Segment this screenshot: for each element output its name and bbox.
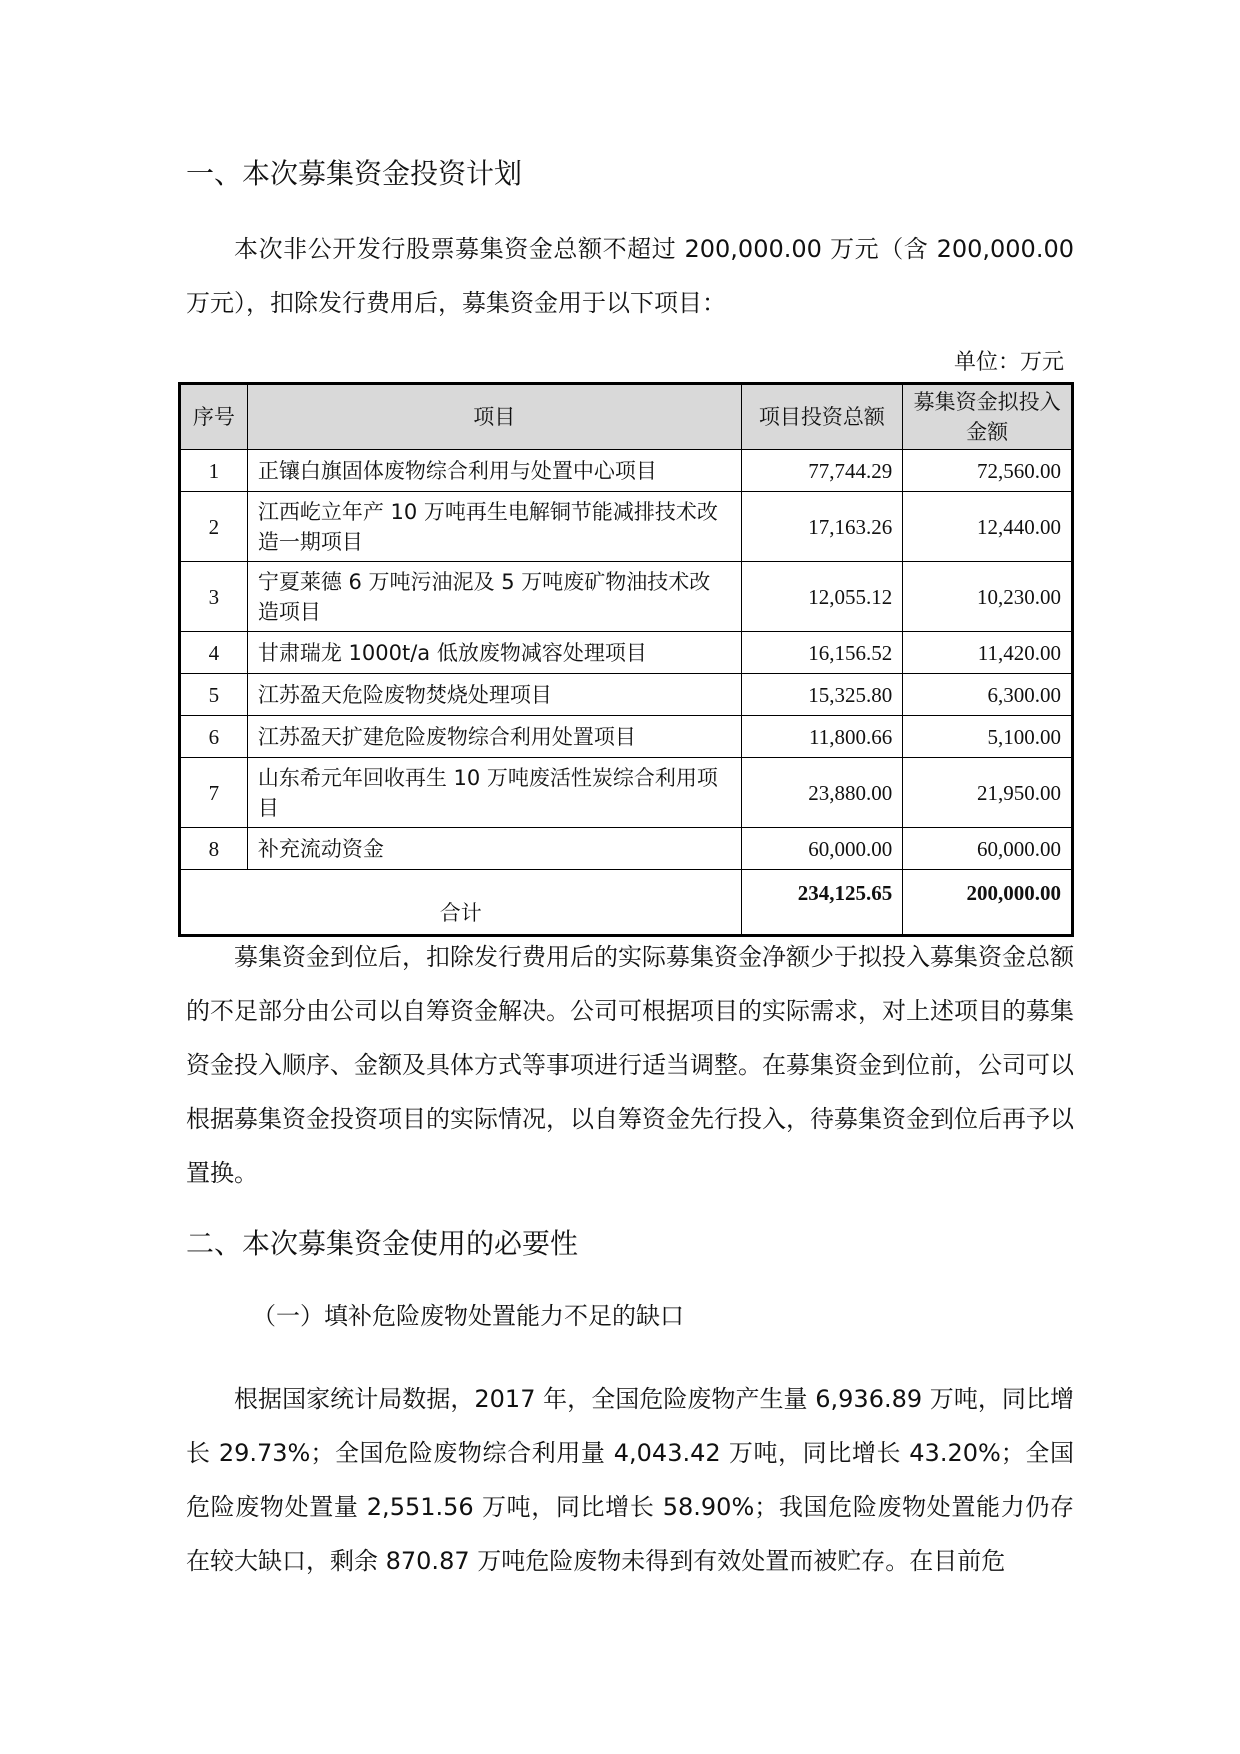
table-row bbox=[180, 492, 1073, 562]
row-raised: 6,300.00 bbox=[903, 674, 1073, 716]
investment-table bbox=[178, 382, 1074, 937]
row-no: 2 bbox=[180, 492, 248, 562]
row-total: 17,163.26 bbox=[741, 492, 903, 562]
row-no: 3 bbox=[180, 562, 248, 632]
row-total: 16,156.52 bbox=[741, 632, 903, 674]
row-project: 补充流动资金 bbox=[247, 828, 741, 870]
table-total-row bbox=[180, 870, 1073, 936]
row-no: 8 bbox=[180, 828, 248, 870]
row-total: 12,055.12 bbox=[741, 562, 903, 632]
row-total: 11,800.66 bbox=[741, 716, 903, 758]
header-no: 序号 bbox=[180, 384, 248, 450]
row-total: 15,325.80 bbox=[741, 674, 903, 716]
row-raised: 72,560.00 bbox=[903, 450, 1073, 492]
section1-intro: 本次非公开发行股票募集资金总额不超过 200,000.00 万元（含 200,000.00 万元），扣除发行费用后，募集资金用于以下项目： bbox=[186, 235, 1074, 317]
section2-subheading: （一）填补危险废物处置能力不足的缺口 bbox=[252, 1302, 684, 1330]
row-project: 宁夏莱德 6 万吨污油泥及 5 万吨废矿物油技术改造项目 bbox=[247, 562, 741, 632]
row-project: 江苏盈天扩建危险废物综合利用处置项目 bbox=[247, 716, 741, 758]
header-raised-amount: 募集资金拟投入金额 bbox=[903, 384, 1073, 450]
table-row bbox=[180, 674, 1073, 716]
header-project: 项目 bbox=[247, 384, 741, 450]
row-no: 5 bbox=[180, 674, 248, 716]
table-row bbox=[180, 828, 1073, 870]
row-no: 4 bbox=[180, 632, 248, 674]
row-project: 山东希元年回收再生 10 万吨废活性炭综合利用项目 bbox=[247, 758, 741, 828]
section1-heading: 一、本次募集资金投资计划 bbox=[186, 157, 523, 190]
table-row bbox=[180, 632, 1073, 674]
table-row bbox=[180, 562, 1073, 632]
row-total: 23,880.00 bbox=[741, 758, 903, 828]
table-row bbox=[180, 716, 1073, 758]
header-total-investment: 项目投资总额 bbox=[741, 384, 903, 450]
table-row bbox=[180, 450, 1073, 492]
total-investment-sum: 234,125.65 bbox=[741, 870, 903, 936]
row-project: 江苏盈天危险废物焚烧处理项目 bbox=[247, 674, 741, 716]
row-project: 正镶白旗固体废物综合利用与处置中心项目 bbox=[247, 450, 741, 492]
row-no: 7 bbox=[180, 758, 248, 828]
section2-paragraph: 根据国家统计局数据，2017 年，全国危险废物产生量 6,936.89 万吨，同比增长 29.73%；全国危险废物综合利用量 4,043.42 万吨，同比增长 43.20%；全国危险废物处置量 2,551.56 万吨，同比增长 58.90%；我国危险废物处置能力仍存在较大缺口，剩余 870.87 万吨危险废物未得到有效处置而被贮存。在目前危 bbox=[186, 1385, 1074, 1575]
table-header-row bbox=[180, 384, 1073, 450]
row-project: 甘肃瑞龙 1000t/a 低放废物减容处理项目 bbox=[247, 632, 741, 674]
table-row bbox=[180, 758, 1073, 828]
row-raised: 60,000.00 bbox=[903, 828, 1073, 870]
total-label: 合计 bbox=[180, 870, 742, 936]
row-raised: 21,950.00 bbox=[903, 758, 1073, 828]
row-raised: 12,440.00 bbox=[903, 492, 1073, 562]
row-project: 江西屹立年产 10 万吨再生电解铜节能减排技术改造一期项目 bbox=[247, 492, 741, 562]
row-raised: 11,420.00 bbox=[903, 632, 1073, 674]
row-total: 77,744.29 bbox=[741, 450, 903, 492]
row-total: 60,000.00 bbox=[741, 828, 903, 870]
row-no: 6 bbox=[180, 716, 248, 758]
total-raised-sum: 200,000.00 bbox=[903, 870, 1073, 936]
after-table-paragraph: 募集资金到位后，扣除发行费用后的实际募集资金净额少于拟投入募集资金总额的不足部分由公司以自筹资金解决。公司可根据项目的实际需求，对上述项目的募集资金投入顺序、金额及具体方式等事项进行适当调整。在募集资金到位前，公司可以根据募集资金投资项目的实际情况，以自筹资金先行投入，待募集资金到位后再予以置换。 bbox=[186, 943, 1074, 1187]
unit-label: 单位：万元 bbox=[953, 350, 1064, 375]
row-no: 1 bbox=[180, 450, 248, 492]
row-raised: 10,230.00 bbox=[903, 562, 1073, 632]
section2-heading: 二、本次募集资金使用的必要性 bbox=[186, 1227, 579, 1260]
row-raised: 5,100.00 bbox=[903, 716, 1073, 758]
